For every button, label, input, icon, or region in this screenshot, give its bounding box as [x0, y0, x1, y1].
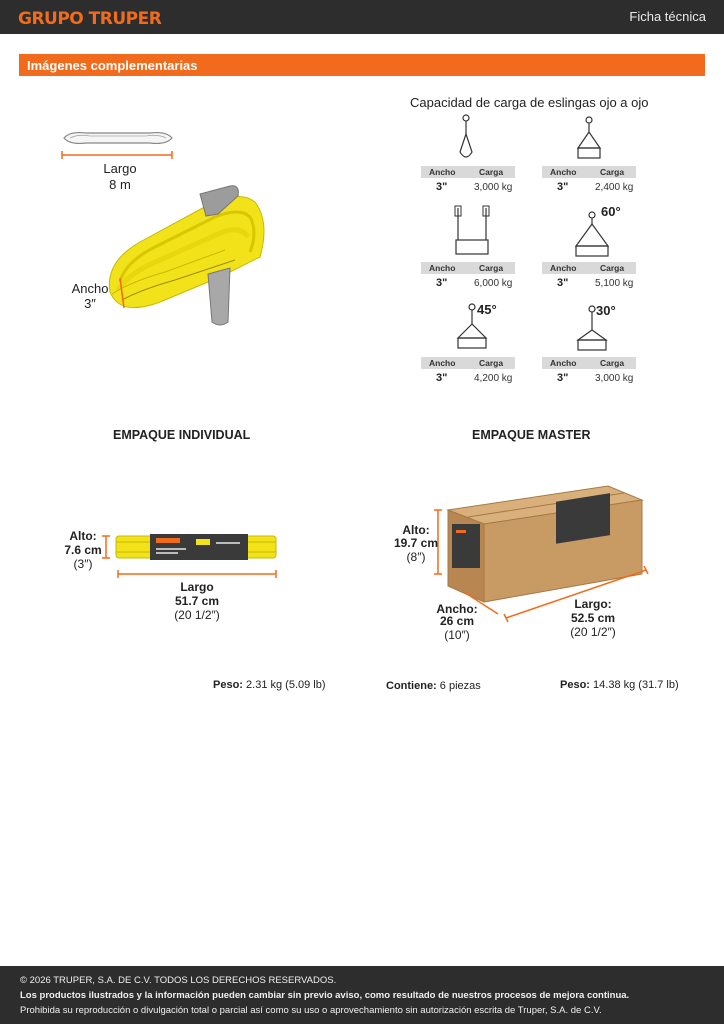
section-title: Imágenes complementarias	[27, 58, 198, 73]
individual-pack-title: EMPAQUE INDIVIDUAL	[113, 428, 251, 442]
footer-rights: Prohibida su reproducción o divulgación total o parcial así como su uso o aprovechamiento sin autorización escrita de Truper, S.A. de C.V.	[20, 1005, 602, 1016]
document-type: Ficha técnica	[629, 9, 706, 24]
individual-length-cm: 51.7 cm	[174, 594, 220, 608]
basket-hitch-icon	[574, 114, 604, 162]
individual-height-cm: 7.6 cm	[64, 543, 102, 557]
master-weight: Peso: 14.38 kg (31.7 lb)	[560, 679, 679, 691]
capacity-cell: Ancho Carga 3" 3,000 kg	[421, 166, 517, 212]
individual-package-image	[104, 528, 284, 582]
master-width-label: Ancho:	[436, 602, 478, 616]
capacity-cell: Ancho Carga 3" 3,000 kg	[542, 357, 638, 403]
yellow-sling-image	[100, 182, 275, 327]
individual-length-in: (20 1/2″)	[174, 608, 220, 622]
individual-height-label: Alto:	[69, 529, 97, 543]
sling-width-label: Ancho	[71, 281, 109, 296]
master-length-cm: 52.5 cm	[570, 611, 616, 625]
capacity-cell: Ancho Carga 3" 5,100 kg	[542, 262, 638, 308]
master-width-in: (10″)	[444, 628, 470, 642]
section-header	[19, 54, 705, 76]
master-height-cm: 19.7 cm	[393, 536, 439, 550]
individual-weight: Peso: 2.31 kg (5.09 lb)	[213, 679, 326, 691]
sling-outline-icon	[60, 128, 176, 162]
top-bar	[0, 0, 724, 34]
angle-60-label: 60°	[601, 204, 621, 219]
capacity-cell: Ancho Carga 3" 4,200 kg	[421, 357, 517, 403]
brand-logo: GRUPO TRUPER	[18, 9, 162, 29]
footer-copyright: © 2026 TRUPER, S.A. DE C.V. TODOS LOS DERECHOS RESERVADOS.	[20, 975, 337, 986]
vertical-hitch-icon	[456, 112, 476, 164]
master-height-label: Alto:	[402, 523, 430, 537]
master-width-cm: 26 cm	[439, 614, 475, 628]
individual-height-in: (3″)	[73, 557, 93, 571]
double-vertical-hitch-icon	[452, 206, 492, 256]
master-pack-title: EMPAQUE MASTER	[472, 428, 591, 442]
footer-notice: Los productos ilustrados y la información pueden cambiar sin previo aviso, como resultado de nuestros procesos de mejora continua.	[20, 990, 630, 1001]
sling-width-value: 3″	[84, 296, 96, 311]
master-height-in: (8″)	[406, 550, 426, 564]
master-contents: Contiene: 6 piezas	[386, 680, 481, 692]
individual-length-label: Largo	[180, 580, 214, 594]
capacity-title: Capacidad de carga de eslingas ojo a ojo	[410, 95, 649, 110]
capacity-cell: Ancho Carga 3" 2,400 kg	[542, 166, 638, 212]
master-length-label: Largo:	[574, 597, 612, 611]
master-length-in: (20 1/2″)	[570, 625, 616, 639]
footer	[0, 966, 724, 1024]
angle-45-label: 45°	[477, 302, 497, 317]
angle-30-label: 30°	[596, 303, 616, 318]
sling-length-value: 8 m	[109, 177, 131, 192]
sling-length-label: Largo	[103, 161, 137, 176]
capacity-cell: Ancho Carga 3" 6,000 kg	[421, 262, 517, 308]
